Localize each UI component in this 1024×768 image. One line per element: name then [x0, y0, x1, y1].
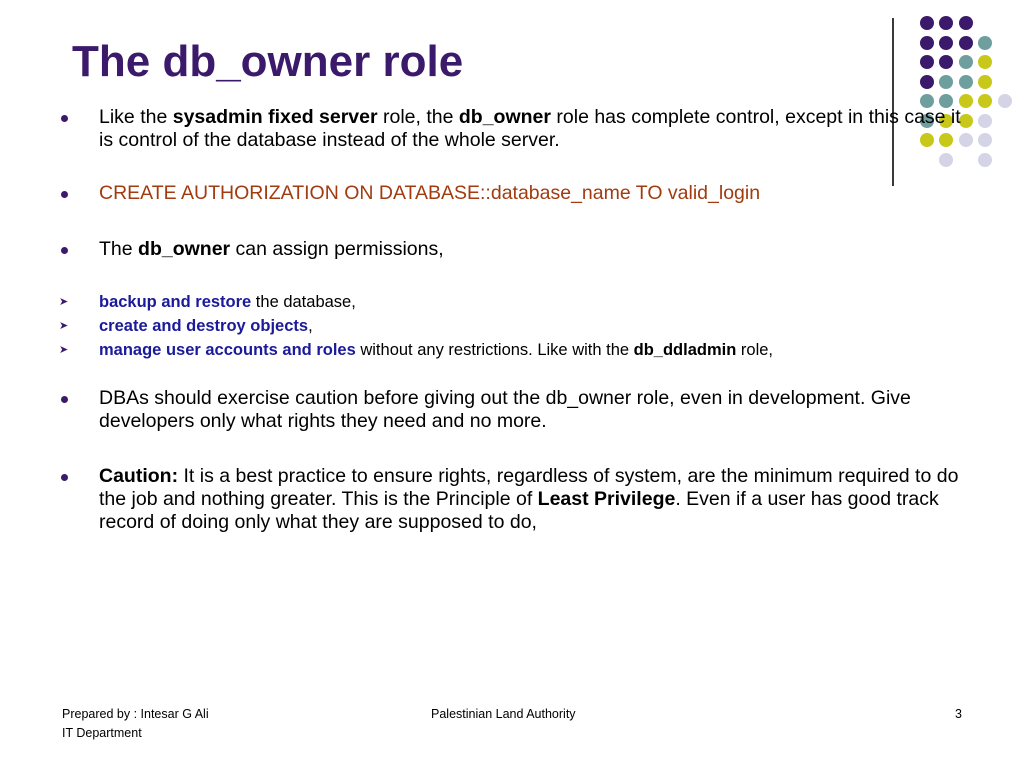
bullet-dot-icon [61, 396, 68, 403]
bullet-dot-icon [61, 115, 68, 122]
decorative-dot [939, 153, 953, 167]
decorative-dot [959, 75, 973, 89]
footer-prepared-by: Prepared by : Intesar G Ali [62, 707, 209, 721]
footer-department: IT Department [62, 726, 142, 740]
bullet-bold-text: sysadmin fixed server [172, 106, 378, 128]
footer-left [62, 705, 209, 743]
bullet-text: DBAs should exercise caution before giving out the db_owner role, even in development. Give developers only what rights they need and no more. [99, 387, 911, 432]
highlight-text: backup and restore [99, 293, 252, 311]
bullet-bold-text: db_owner [458, 106, 551, 128]
bullet-item [99, 465, 969, 534]
sub-bullet-text: without any restrictions. Like with the [355, 341, 634, 359]
bullet-text: role has complete control, except in this case it is control of the database instead of the whole server. [99, 106, 961, 151]
slide-title: The db_owner role [72, 37, 464, 86]
decorative-dot [920, 16, 934, 30]
sub-bullet-text: role, [736, 341, 773, 359]
sub-bullet-item [59, 292, 984, 312]
decorative-dot [939, 16, 953, 30]
decorative-dot [978, 55, 992, 69]
sub-bullet-bold-text: db_ddladmin [633, 341, 737, 359]
slide-number: 3 [955, 707, 962, 721]
decorative-dot [920, 36, 934, 50]
bullet-dot-icon [61, 474, 68, 481]
arrow-bullet-icon: ➤ [59, 320, 69, 332]
sub-bullet-text: the database, [251, 293, 356, 311]
bullet-text: can assign permissions, [230, 238, 444, 260]
highlight-text: manage user accounts and roles [99, 341, 356, 359]
decorative-dot [939, 55, 953, 69]
bullet-text: . Even if a user has good track record of doing only what they are supposed to do, [99, 488, 939, 533]
decorative-dot [978, 133, 992, 147]
bullet-item [99, 387, 969, 433]
sub-bullet-item [59, 340, 984, 360]
decorative-dot [978, 75, 992, 89]
footer-organization: Palestinian Land Authority [431, 707, 576, 721]
decorative-dot [978, 114, 992, 128]
highlight-text: create and destroy objects [99, 317, 309, 335]
decorative-vertical-line [892, 18, 894, 186]
arrow-bullet-icon: ➤ [59, 296, 69, 308]
decorative-dot [998, 94, 1012, 108]
decorative-dot [939, 75, 953, 89]
decorative-dot [920, 75, 934, 89]
decorative-dot [920, 55, 934, 69]
bullet-dot-icon [61, 191, 68, 198]
bullet-item [99, 182, 969, 205]
bullet-bold-text: db_owner [138, 238, 231, 260]
decorative-dot [939, 36, 953, 50]
decorative-dot [978, 94, 992, 108]
bullet-bold-text: Least Privilege [537, 488, 676, 510]
sub-bullet-item [59, 316, 984, 336]
bullet-text: The [99, 238, 139, 260]
arrow-bullet-icon: ➤ [59, 344, 69, 356]
bullet-text: It is a best practice to ensure rights, regardless of system, are the minimum required to do the job and nothing greater. This is the Principle of [99, 465, 959, 510]
bullet-bold-text: Caution: [99, 465, 179, 487]
bullet-text: role, the [377, 106, 459, 128]
bullet-item [99, 238, 969, 261]
decorative-dot [978, 153, 992, 167]
decorative-dot [959, 36, 973, 50]
bullet-text: Like the [99, 106, 173, 128]
decorative-dot [959, 55, 973, 69]
bullet-item [99, 106, 969, 152]
decorative-dot [978, 36, 992, 50]
bullet-dot-icon [61, 247, 68, 254]
decorative-dot [959, 16, 973, 30]
code-command-text: CREATE AUTHORIZATION ON DATABASE::database_name TO valid_login [99, 182, 761, 204]
sub-bullet-text: , [308, 317, 313, 335]
